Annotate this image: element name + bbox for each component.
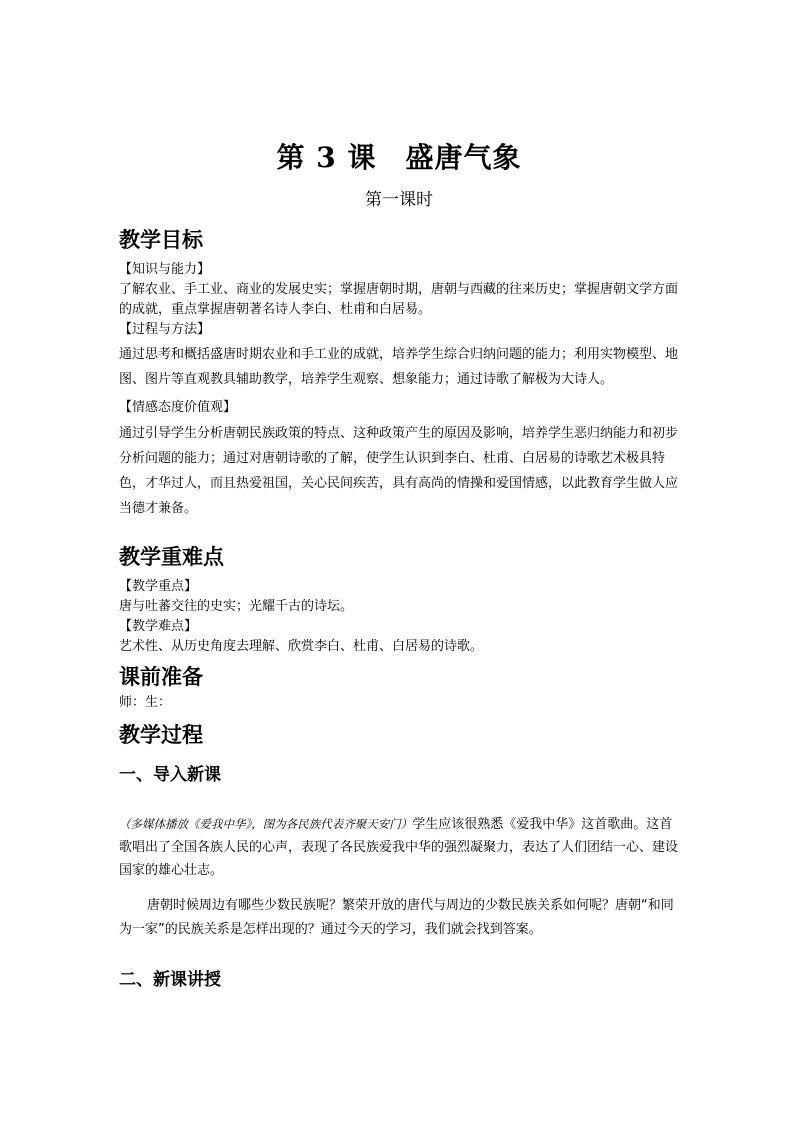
lesson-subtitle: 第一课时 <box>365 190 433 210</box>
intro-paragraph <box>119 813 679 882</box>
lesson-title: 第 3 课 盛唐气象 <box>276 141 522 174</box>
difficult-tag: 【教学难点】 <box>119 619 198 634</box>
intro-note: （多媒体播放《爱我中华》，图为各民族代表齐聚天安门） <box>119 817 413 831</box>
process-tag: 【过程与方法】 <box>119 322 211 337</box>
intro-paragraph-2: 唐朝时候周边有哪些少数民族呢？繁荣开放的唐代与周边的少数民族关系如何呢？唐朝“和同为一家”的民族关系是怎样出现的？通过今天的学习，我们就会找到答案。 <box>119 898 674 937</box>
new-lesson-heading: 二、新课讲授 <box>119 970 221 990</box>
emotion-text: 通过引导学生分析唐朝民族政策的特点、这种政策产生的原因及影响，培养学生恶归纳能力和初步分析问题的能力；通过对唐朝诗歌的了解，使学生认识到李白、杜甫、白居易的诗歌艺术极具特色，才华过人，而且热爱祖国，关心民间疾苦，具有高尚的情操和爱国情感，以此教育学生做人应当德才兼备。 <box>119 426 679 516</box>
document-page <box>119 140 679 994</box>
process-heading: 教学过程 <box>119 723 203 747</box>
intro-heading: 一、导入新课 <box>119 765 221 785</box>
prep-heading: 课前准备 <box>119 665 203 689</box>
key-points-heading: 教学重难点 <box>119 545 224 569</box>
emotion-tag: 【情感态度价值观】 <box>119 400 237 415</box>
intro-text: 学生应该很熟悉《爱我中华》这首歌曲。这首歌唱出了全国各族人民的心声，表现了各民族爱我中华的强烈凝聚力，表达了人们团结一心、建设国家的雄心壮志。 <box>119 817 679 878</box>
prep-text: 师：生： <box>119 695 172 710</box>
key-tag: 【教学重点】 <box>119 579 198 594</box>
knowledge-tag: 【知识与能力】 <box>119 262 211 277</box>
goals-heading: 教学目标 <box>119 228 203 252</box>
knowledge-text: 了解农业、手工业、商业的发展史实；掌握唐朝时期，唐朝与西藏的往来历史；掌握唐朝文学方面的成就，重点掌握唐朝著名诗人李白、杜甫和白居易。 <box>119 282 679 317</box>
difficult-text: 艺术性、从历史角度去理解、欣赏李白、杜甫、白居易的诗歌。 <box>119 639 484 654</box>
process-text: 通过思考和概括盛唐时期农业和手工业的成就，培养学生综合归纳问题的能力；利用实物模型、地图、图片等直观教具辅助教学，培养学生观察、想象能力；通过诗歌了解极为大诗人。 <box>119 347 679 387</box>
key-text: 唐与吐蕃交往的史实；光耀千古的诗坛。 <box>119 599 354 614</box>
